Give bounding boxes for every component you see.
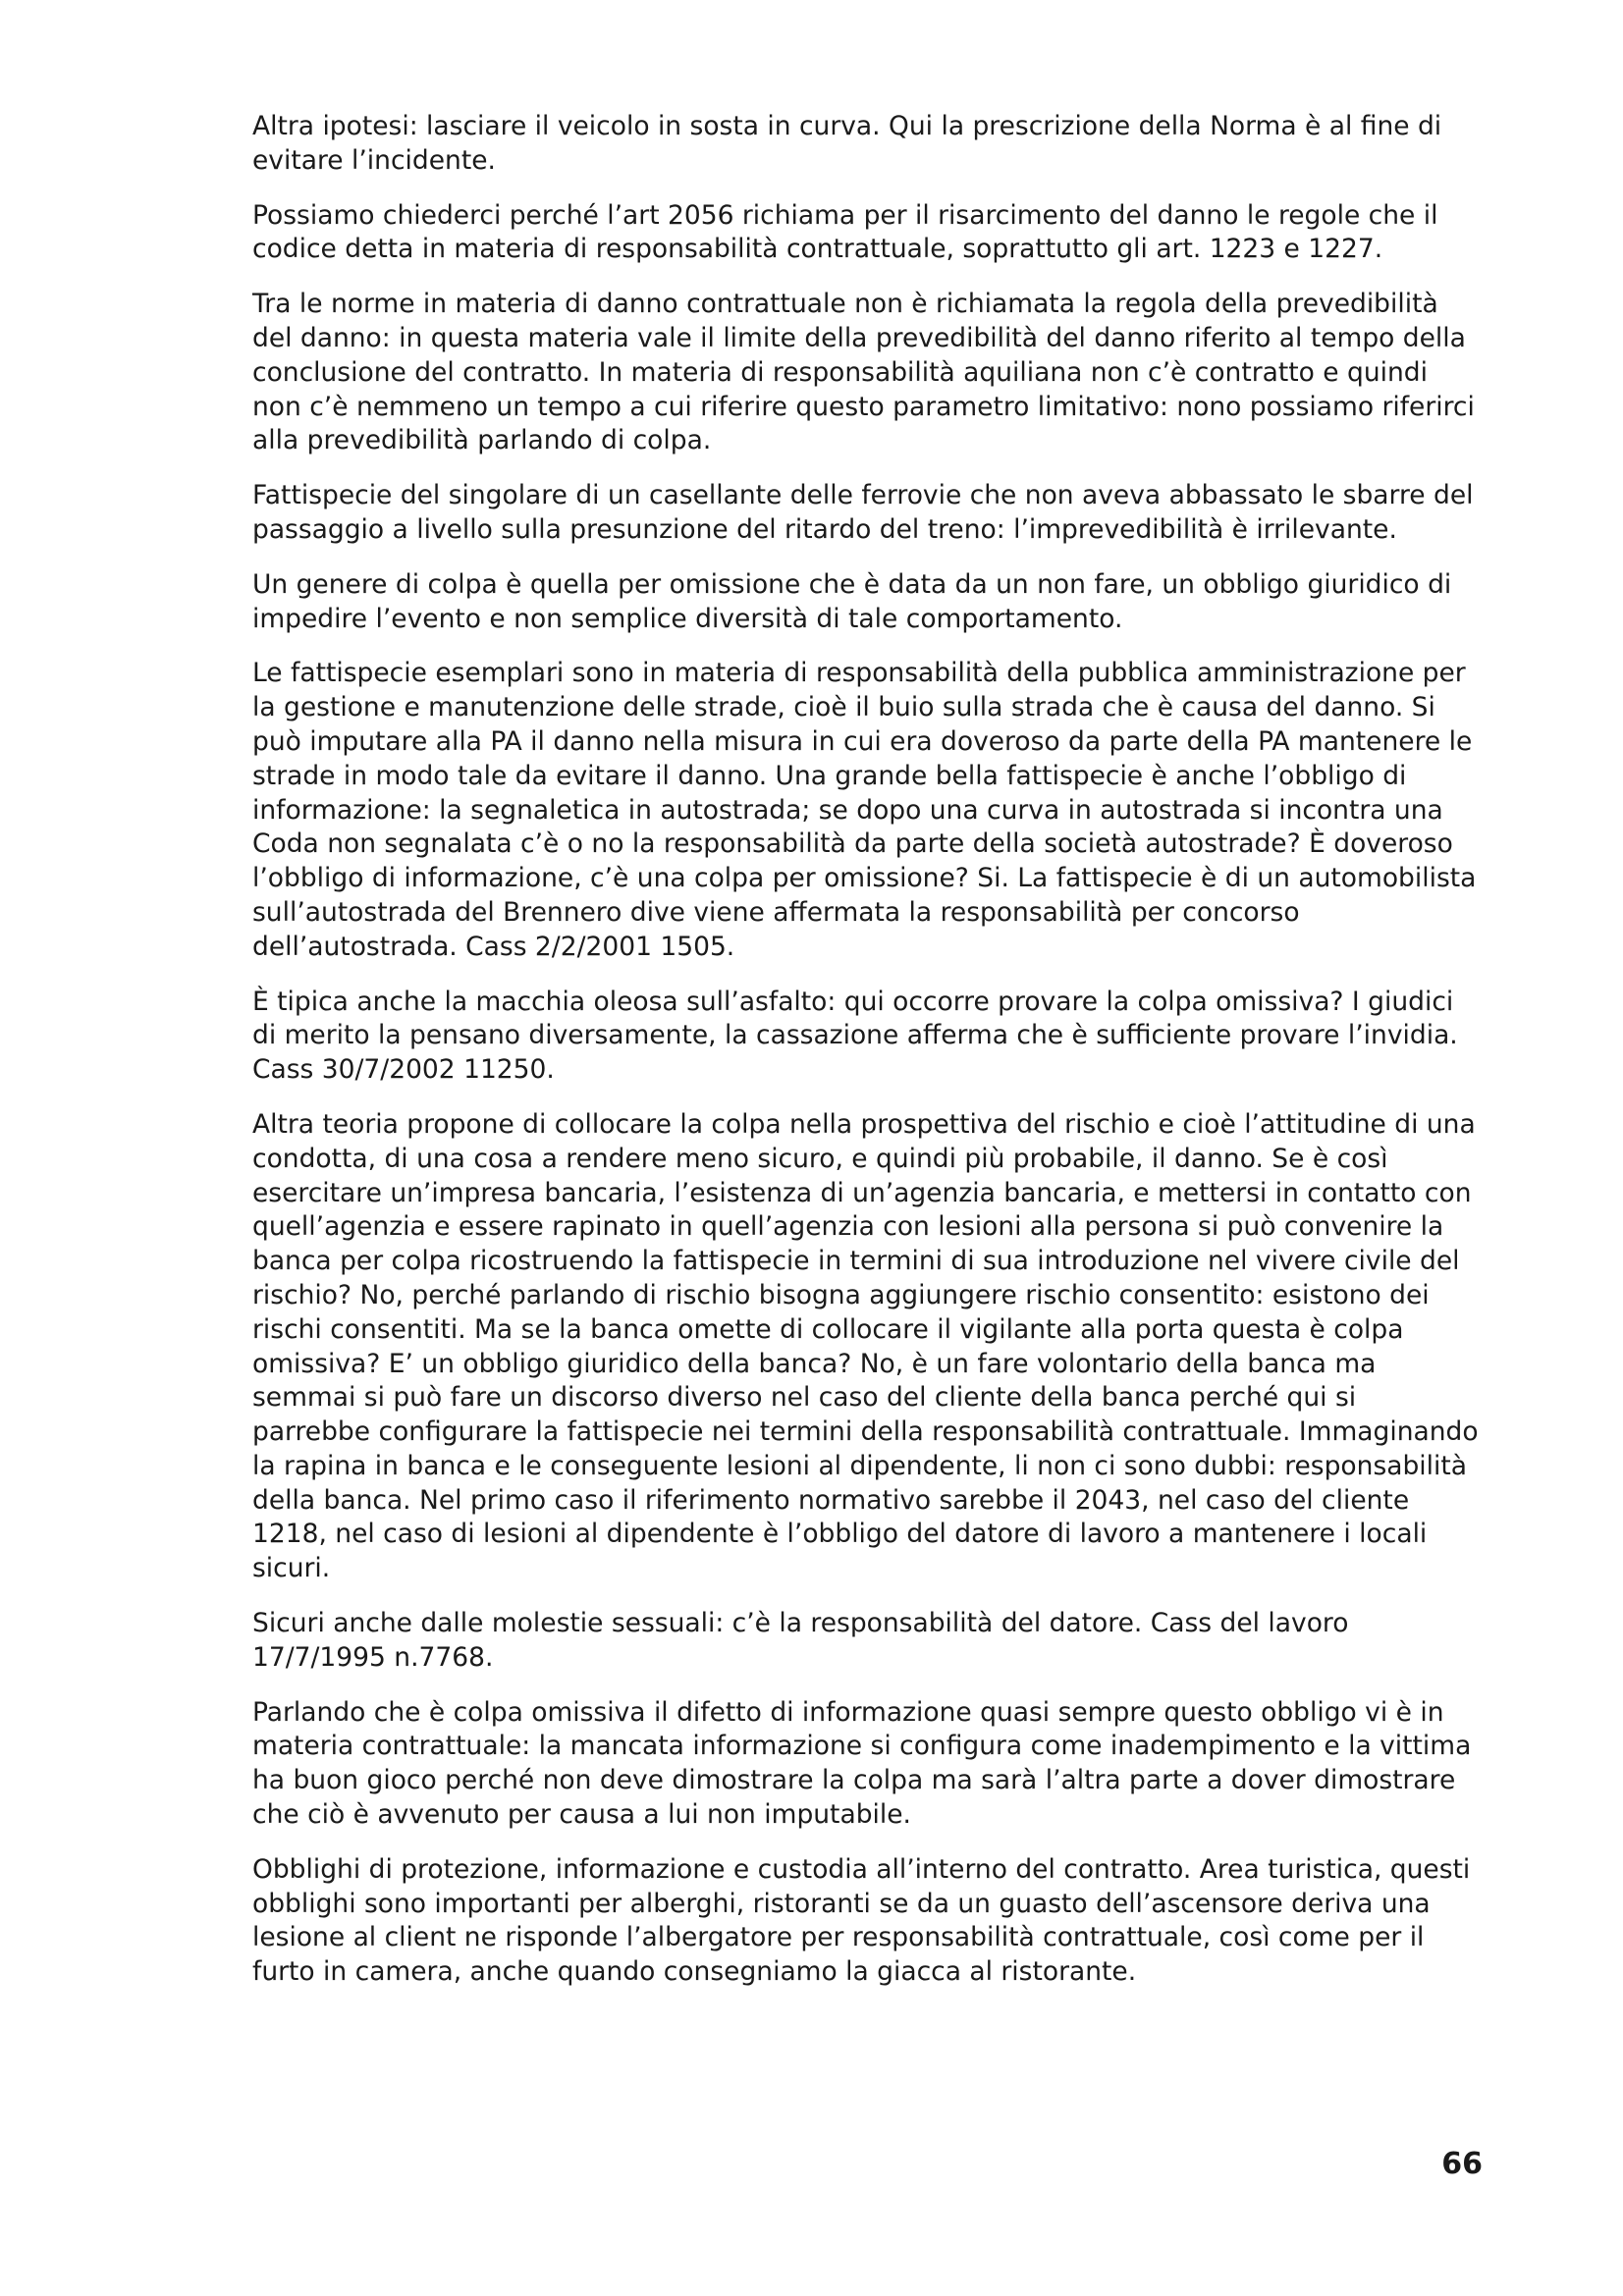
paragraph: Possiamo chiederci perché l’art 2056 richiama per il risarcimento del danno le regole che il codice detta in materia di responsabilità contrattuale, soprattutto gli art. 1223 e 1227.: [252, 199, 1438, 265]
paragraph: Un genere di colpa è quella per omissione che è data da un non fare, un obbligo giuridico di impedire l’evento e non semplice diversità di tale comportamento.: [252, 568, 1452, 634]
paragraph: Altra ipotesi: lasciare il veicolo in sosta in curva. Qui la prescrizione della Norma è al fine di evitare l’incidente.: [252, 111, 1442, 176]
paragraph: È tipica anche la macchia oleosa sull’asfalto: qui occorre provare la colpa omissiva? I giudici di merito la pensano diversamente, la cassazione afferma che è sufficiente provare l’invidia. Cass 30/7/2002 11250.: [252, 986, 1458, 1086]
paragraph: Altra teoria propone di collocare la colpa nella prospettiva del rischio e cioè l’attitudine di una condotta, di una cosa a rendere meno sicuro, e quindi più probabile, il danno. Se è così esercitare un’impresa bancaria, l’esistenza di un’agenzia bancaria, e mettersi in contatto con quell’agenzia e essere rapinato in quell’agenzia con lesioni alla persona si può convenire la banca per colpa ricostruendo la fattispecie in termini di sua introduzione nel vivere civile del rischio? No, perché parlando di rischio bisogna aggiungere rischio consentito: esistono dei rischi consentiti. Ma se la banca omette di collocare il vigilante alla porta questa è colpa omissiva? E’ un obbligo giuridico della banca? No, è un fare volontario della banca ma semmai si può fare un discorso diverso nel caso del cliente della banca perché qui si parrebbe configurare la fattispecie nei termini della responsabilità contrattuale. Immaginando la rapina in banca e le conseguente lesioni al dipendente, li non ci sono dubbi: responsabilità della banca. Nel primo caso il riferimento normativo sarebbe il 2043, nel caso del cliente 1218, nel caso di lesioni al dipendente è l’obbligo del datore di lavoro a mantenere i locali sicuri.: [252, 1108, 1479, 1584]
paragraph: Sicuri anche dalle molestie sessuali: c’è la responsabilità del datore. Cass del lavoro 17/7/1995 n.7768.: [252, 1608, 1349, 1673]
paragraph: Fattispecie del singolare di un casellante delle ferrovie che non aveva abbassato le sbarre del passaggio a livello sulla presunzione del ritardo del treno: l’imprevedibilità è irrilevante.: [252, 480, 1474, 545]
document-body: [252, 110, 1480, 2010]
paragraph: Parlando che è colpa omissiva il difetto di informazione quasi sempre questo obbligo vi è in materia contrattuale: la mancata informazione si configura come inadempimento e la vittima ha buon gioco perché non deve dimostrare la colpa ma sarà l’altra parte a dover dimostrare che ciò è avvenuto per causa a lui non imputabile.: [252, 1696, 1472, 1831]
paragraph: Le fattispecie esemplari sono in materia di responsabilità della pubblica amministrazione per la gestione e manutenzione delle strade, cioè il buio sulla strada che è causa del danno. Si può imputare alla PA il danno nella misura in cui era doveroso da parte della PA mantenere le strade in modo tale da evitare il danno. Una grande bella fattispecie è anche l’obbligo di informazione: la segnaletica in autostrada; se dopo una curva in autostrada si incontra una Coda non segnalata c’è o no la responsabilità da parte della società autostrade? È doveroso l’obbligo di informazione, c’è una colpa per omissione? Si. La fattispecie è di un automobilista sull’autostrada del Brennero dive viene affermata la responsabilità per concorso dell’autostrada. Cass 2/2/2001 1505.: [252, 658, 1477, 962]
paragraph: Tra le norme in materia di danno contrattuale non è richiamata la regola della prevedibilità del danno: in questa materia vale il limite della prevedibilità del danno riferito al tempo della conclusione del contratto. In materia di responsabilità aquiliana non c’è contratto e quindi non c’è nemmeno un tempo a cui riferire questo parametro limitativo: nono possiamo riferirci alla prevedibilità parlando di colpa.: [252, 289, 1475, 456]
paragraph: Obblighi di protezione, informazione e custodia all’interno del contratto. Area turistica, questi obblighi sono importanti per alberghi, ristoranti se da un guasto dell’ascensore deriva una lesione al client ne risponde l’albergatore per responsabilità contrattuale, così come per il furto in camera, anche quando consegniamo la giacca al ristorante.: [252, 1853, 1471, 1988]
page-number: 66: [1441, 2147, 1483, 2181]
